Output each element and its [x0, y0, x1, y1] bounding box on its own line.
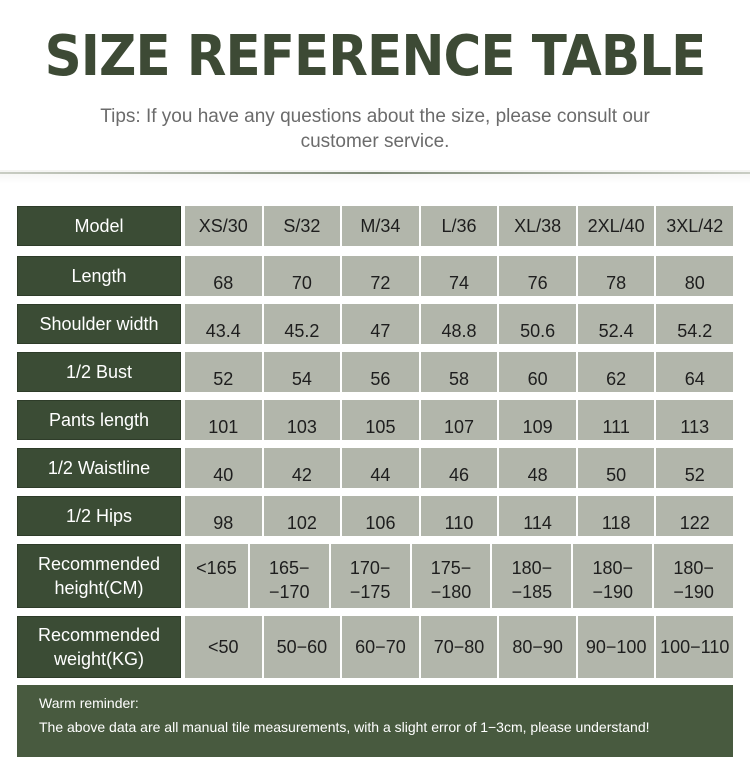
- value-cell: 98: [185, 496, 264, 536]
- value-cell: <50: [185, 616, 264, 678]
- value-cell: 52: [185, 352, 264, 392]
- table-row-recommended-height: [17, 544, 733, 608]
- value-cell: 50−60: [264, 616, 343, 678]
- value-cell: 68: [185, 256, 264, 296]
- value-cell: 101: [185, 400, 264, 440]
- size-cell: S/32: [264, 206, 343, 246]
- value-cell: 165−−170: [250, 544, 331, 608]
- value-cell: 170−−175: [331, 544, 412, 608]
- value-cell: 80−90: [499, 616, 578, 678]
- row-label-model: Model: [17, 206, 181, 246]
- value-cell: 72: [342, 256, 421, 296]
- value-cell: 118: [578, 496, 657, 536]
- value-cell: 45.2: [264, 304, 343, 344]
- value-cell: 47: [342, 304, 421, 344]
- tips-text: Tips: If you have any questions about the size, please consult our customer service.: [100, 106, 650, 152]
- reminder-text: The above data are all manual tile measurements, with a slight error of 1−3cm, please understand!: [39, 719, 650, 735]
- size-cell: 3XL/42: [666, 216, 724, 236]
- value-cell: 106: [342, 496, 421, 536]
- row-label-recommended-height: Recommended height(CM): [17, 544, 181, 608]
- value-cell: 48: [499, 448, 578, 488]
- table-row-pants-length: [17, 400, 733, 440]
- value-cell: 110: [421, 496, 500, 536]
- value-cell: 105: [342, 400, 421, 440]
- table-header-row: [17, 206, 733, 246]
- value-cell: 180−−190: [673, 558, 714, 602]
- value-cell: 175−−180: [412, 544, 493, 608]
- row-label-recommended-weight: Recommended weight(KG): [17, 616, 181, 678]
- value-cell: 54.2: [677, 321, 713, 341]
- value-cell: 113: [680, 417, 710, 437]
- value-cells: [185, 256, 733, 296]
- table-row-half-hips: [17, 496, 733, 536]
- value-cell: 44: [342, 448, 421, 488]
- row-label-pants-length: Pants length: [17, 400, 181, 440]
- size-cell: XL/38: [499, 206, 578, 246]
- row-label-length: Length: [17, 256, 181, 296]
- value-cell: 56: [342, 352, 421, 392]
- value-cells: [185, 544, 733, 608]
- value-cell: 78: [578, 256, 657, 296]
- value-cell: 52: [684, 465, 705, 485]
- value-cell: 70: [264, 256, 343, 296]
- value-cell: 54: [264, 352, 343, 392]
- value-cell: 122: [679, 513, 710, 533]
- value-cell: 50.6: [499, 304, 578, 344]
- value-cells: [185, 352, 733, 392]
- row-label-half-waistline: 1/2 Waistline: [17, 448, 181, 488]
- value-cell: 52.4: [578, 304, 657, 344]
- value-cell: 103: [264, 400, 343, 440]
- row-label-half-hips: 1/2 Hips: [17, 496, 181, 536]
- value-cell: 80: [684, 273, 705, 293]
- value-cells: [185, 616, 733, 678]
- size-cell: XS/30: [185, 206, 264, 246]
- value-cell: 180−−190: [573, 544, 654, 608]
- value-cell: 109: [499, 400, 578, 440]
- value-cell: 40: [185, 448, 264, 488]
- value-cell: 48.8: [421, 304, 500, 344]
- value-cell: 58: [421, 352, 500, 392]
- value-cell: 76: [499, 256, 578, 296]
- value-cells: [185, 304, 733, 344]
- value-cell: 46: [421, 448, 500, 488]
- value-cell: 100−110: [660, 637, 730, 657]
- value-cell: 70−80: [421, 616, 500, 678]
- value-cell: 180−−185: [492, 544, 573, 608]
- warm-reminder-box: [17, 685, 733, 757]
- page-title: SIZE REFERENCE TABLE: [44, 24, 706, 89]
- table-row-length: [17, 256, 733, 296]
- row-label-half-bust: 1/2 Bust: [17, 352, 181, 392]
- table-row-half-bust: [17, 352, 733, 392]
- size-cell: L/36: [421, 206, 500, 246]
- size-cell: 2XL/40: [578, 206, 657, 246]
- value-cell: <165: [185, 544, 250, 608]
- value-cells: [185, 448, 733, 488]
- value-cell: 60: [499, 352, 578, 392]
- reminder-heading: Warm reminder:: [39, 695, 139, 711]
- divider-line: [0, 172, 750, 174]
- value-cell: 64: [684, 369, 705, 389]
- value-cells: [185, 400, 733, 440]
- table-row-shoulder-width: [17, 304, 733, 344]
- value-cells: [185, 496, 733, 536]
- value-cell: 107: [421, 400, 500, 440]
- value-cell: 60−70: [342, 616, 421, 678]
- value-cell: 111: [578, 400, 657, 440]
- value-cell: 74: [421, 256, 500, 296]
- value-cell: 114: [499, 496, 578, 536]
- size-cell: M/34: [342, 206, 421, 246]
- value-cell: 62: [578, 352, 657, 392]
- value-cell: 42: [264, 448, 343, 488]
- table-row-half-waistline: [17, 448, 733, 488]
- value-cell: 43.4: [185, 304, 264, 344]
- value-cell: 102: [264, 496, 343, 536]
- table-row-recommended-weight: [17, 616, 733, 678]
- value-cell: 50: [578, 448, 657, 488]
- value-cell: 90−100: [578, 616, 657, 678]
- size-cells: [185, 206, 733, 246]
- row-label-shoulder-width: Shoulder width: [17, 304, 181, 344]
